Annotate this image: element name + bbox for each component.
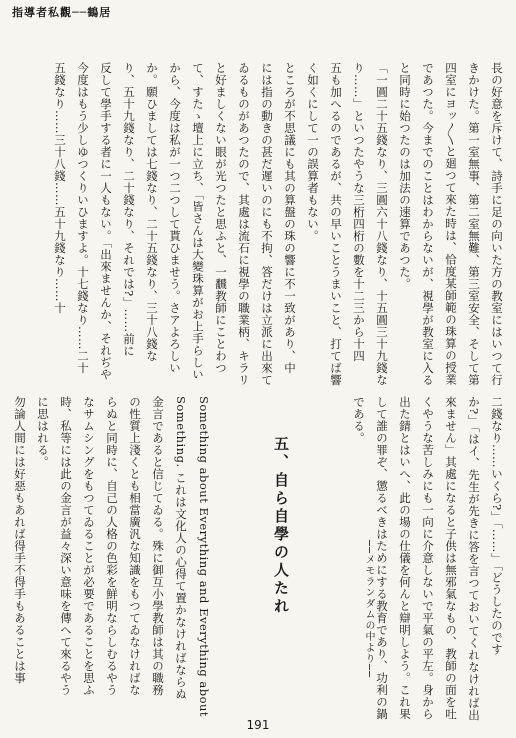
upper-body-text: 長の好意を斥けて、詩手に足の向いた方の教室にはいつて行 きかけた。第一室無事、第二室無難、第三室安全、そして第 四室にヨッ〱と廻つて來た時は、恰度某師範の珠算の授業 であつた。今までのことはわからないが、視學が教室に入る と同時に始つたのは加法の速算であつた。 「一圓二十五錢なり、三圓六十八錢なり、十五圓三十九錢な り……」といつたやうな三桁四桁の數を十二三から十四 五も加へるのであるが、共の早いことうまいこと、打てば響 く如くにして一の誤算者もない。 ところが不思議にも其の算盤の珠の響に不一致があり、中 には指の動きの甚だ遲いのにも不拘、答だけは立派に出來て ゐるものがあつたので、其處は流石に視學の職業柄、キラリ と好ましくない眼が光つたと思ふと、一飜教師にことわつ て、すたゝ壇上に立ち、「皆さんは大變珠算がお上手らしい から、今度は私が一つ二つして貰ひませう。さアよろしい か。願ひましては七錢なり、二十五錢なり、三十八錢な り、五十九錢なり、二十錢なり、それでは?」……前に 反して學手する者に一人もない。「出來ませんか、それぢや 今度はもう少しゆつくりいひますよ。十七錢なり……二十 五錢なり……三十八錢……五十九錢なり……十 <box>53 62 504 386</box>
lower-right-body-text: 二錢なり……いくら?」「……」「どうしたのです か?」「はイ、先生が先きに答を言つておいてくれなければ出 來ません」其處になると子供は無邪氣なもの、教師の面を吐 くやうな苦しみにも一向に介意しないで平氣の平左。身から 出た錆とはいへ、此の場の仕儀を何んと辯明しよう。これ果 して誰の罪ぞ、懲るべきはためにする教育であり、功利の鍋 である。 <box>352 396 504 721</box>
memorandum-attribution: ──メモランダムの中より── <box>363 540 374 679</box>
section-heading: 五、自ら自學の人たれ <box>272 436 290 616</box>
running-header: 指導者私觀──鶴居 <box>12 6 112 19</box>
page-number: 191 <box>246 718 270 732</box>
lower-left-body-text: Something about Everything and Everything about Something. これは文化人の心得て置かなければならぬ 金言であると信じてゐる。殊に御互小學教師は其の職務 の性質上淺くとも相當廣汎な知識をもつてゐなければな らぬと同時に、自己の人格の色彩を鮮明ならしむるやう なサムシングをもつてゐることが必要であることを思ふ 時、私等には此の金言が益々深い意味を傳へて來るやう に思はれる。 勿論人間には好惡もあれば得手不得手もあることは事 <box>13 396 211 718</box>
